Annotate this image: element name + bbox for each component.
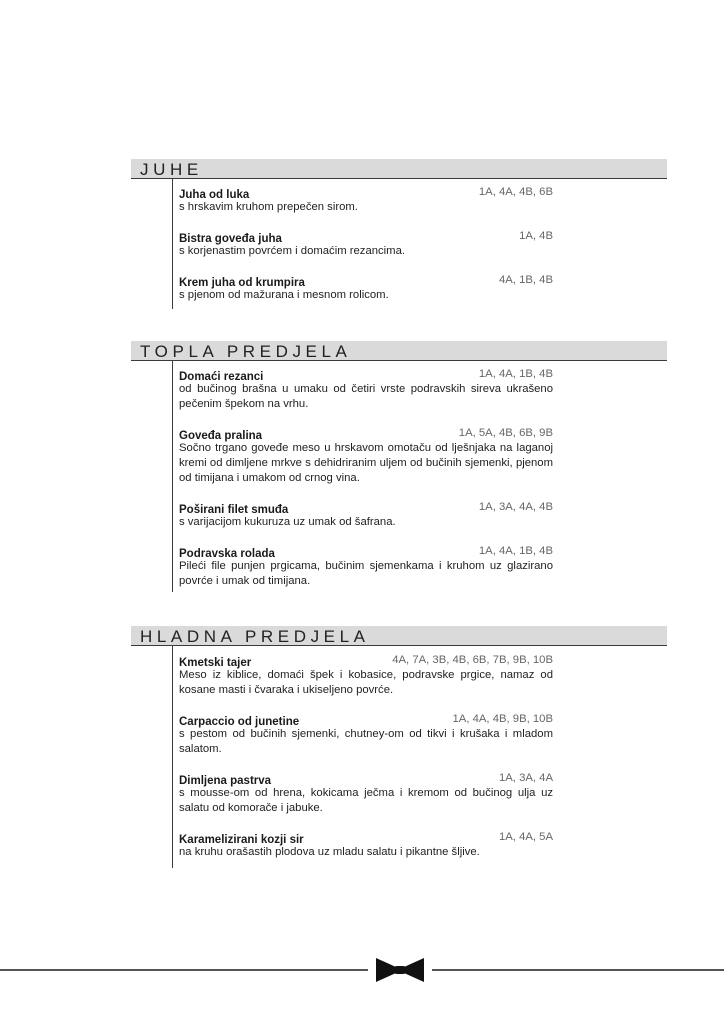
allergen-codes: 1A, 4A, 4B, 6B [478,186,553,198]
item-description: od bučinog brašna u umaku od četiri vrste podravskih sireva ukrašeno pečenim špekom na vrhu. [179,383,553,410]
menu-items [179,367,553,603]
item-name: Carpaccio od junetine [179,716,300,728]
allergen-codes: 1A, 4A, 1B, 4B [478,545,553,557]
item-description: Meso iz kiblice, domaći špek i kobasice, podravske prgice, namaz od kosane masti i čvaraka i ukiseljeno povrće. [179,669,553,696]
item-name: Dimljena pastrva [179,775,272,787]
menu-item [179,426,553,486]
menu-item [179,273,553,303]
footer-divider-left [0,969,368,971]
item-description: Pileći file punjen prgicama, bučinim sjemenkama i kruhom uz glazirano povrće i umak od timijana. [179,560,553,587]
item-description: s pjenom od mažurana i mesnom rolicom. [179,289,389,301]
menu-item [179,653,553,698]
item-name: Bistra goveđa juha [179,233,282,245]
item-description: s hrskavim kruhom prepečen sirom. [179,201,358,213]
allergen-codes: 1A, 3A, 4A, 4B [478,501,553,513]
menu-item [179,712,553,757]
menu-item [179,229,553,259]
menu-item [179,367,553,412]
item-description: s pestom od bučinih sjemenki, chutney-om od tikvi i krušaka i mladom salatom. [179,728,553,755]
item-name: Krem juha od krumpira [179,277,305,289]
allergen-codes: 1A, 4A, 5A [498,831,553,843]
allergen-codes: 1A, 3A, 4A [498,772,553,784]
menu-item [179,771,553,816]
section-title: TOPLA PREDJELA [131,341,667,361]
item-name: Karamelizirani kozji sir [179,834,304,846]
allergen-codes: 1A, 4A, 4B, 9B, 10B [452,713,553,725]
item-name: Juha od luka [179,189,250,201]
allergen-codes: 1A, 5A, 4B, 6B, 9B [458,427,553,439]
section-title: JUHE [131,159,667,179]
menu-items [179,653,553,874]
item-name: Domaći rezanci [179,371,264,383]
item-description: na kruhu orašastih plodova uz mladu salatu i pikantne šljive. [179,846,480,858]
footer-divider-right [432,969,724,971]
item-name: Kmetski tajer [179,657,252,669]
menu-item [179,830,553,860]
section-topla-predjela [131,341,667,601]
section-rule [172,179,173,309]
item-description: s korjenastim povrćem i domaćim rezancima. [179,245,406,257]
allergen-codes: 4A, 1B, 4B [498,274,553,286]
section-hladna-predjela [131,626,667,876]
item-name: Podravska rolada [179,548,275,560]
item-description: s varijacijom kukuruza uz umak od šafrana. [179,516,396,528]
section-rule [172,361,173,592]
allergen-codes: 4A, 7A, 3B, 4B, 6B, 7B, 9B, 10B [392,654,553,666]
menu-item [179,500,553,530]
menu-items [179,185,553,317]
item-name: Goveđa pralina [179,430,263,442]
allergen-codes: 1A, 4A, 1B, 4B [478,368,553,380]
section-juhe [131,159,667,309]
item-name: Poširani filet smuđa [179,504,289,516]
bowtie-icon [376,958,424,982]
item-description: s mousse-om od hrena, kokicama ječma i kremom od bučinog ulja uz salatu od komorače i jabuke. [179,787,553,814]
menu-item [179,544,553,589]
item-description: Sočno trgano goveđe meso u hrskavom omotaču od lješnjaka na laganoj kremi od dimljene mrkve s dehidriranim uljem od bučinih sjemenki, pjenom od timijana i umakom od crnog vina. [179,442,553,484]
section-title: HLADNA PREDJELA [131,626,667,646]
menu-item [179,185,553,215]
section-rule [172,646,173,868]
allergen-codes: 1A, 4B [519,230,553,242]
